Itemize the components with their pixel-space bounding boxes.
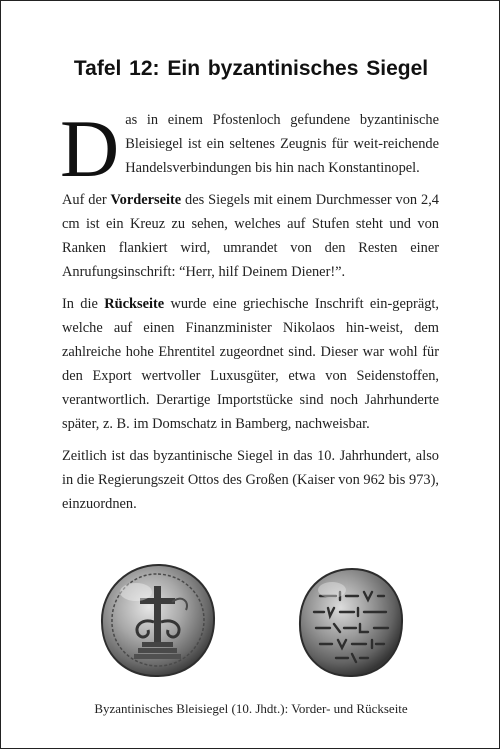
page-title: Tafel 12: Ein byzantinisches Siegel bbox=[73, 57, 429, 80]
paragraph-reverse-text: wurde eine griechische Inschrift ein-geprägt, welche auf einen Finanzminister Nikolaos hin-weist, dem zahlreiche hohe Ehrentitel zugeordnet sind. Dieser war wohl für den Export wertvoller Luxusgüter, etwa von Seidenstoffen, verantwortlich. Derartige Importstücke sind noch Jahrhunderte später, z. B. im Domschatz in Bamberg, nachweisbar. bbox=[62, 296, 439, 432]
paragraph-obverse bbox=[62, 188, 439, 284]
image-caption: Byzantinisches Bleisiegel (10. Jhdt.): Vorder- und Rückseite bbox=[94, 701, 408, 716]
paragraph-obverse-text: des Siegels mit einem Durchmesser von 2,4 cm ist ein Kreuz zu sehen, welches auf Stufen steht und von Ranken flankiert wird, umrandet von den Resten einer Anrufungsinschrift: “Herr, hilf Deinem Diener!”. bbox=[62, 192, 439, 280]
coin-reverse-svg bbox=[296, 566, 406, 680]
paragraph-dating bbox=[62, 444, 439, 516]
paragraph-reverse bbox=[62, 292, 439, 436]
keyword-vorderseite: Vorderseite bbox=[110, 192, 182, 208]
coin-images bbox=[62, 548, 439, 700]
paragraph-reverse-lead: In die bbox=[62, 296, 105, 312]
coin-obverse-svg bbox=[98, 562, 218, 680]
drop-cap: D bbox=[60, 103, 120, 194]
paragraph-obverse-lead: Auf der bbox=[62, 192, 111, 208]
keyword-rueckseite: Rückseite bbox=[104, 296, 165, 312]
paragraph-dating-text: Zeitlich ist das byzantinische Siegel in das 10. Jahrhundert, also in die Regierungszeit Ottos des Großen (Kaiser von 962 bis 973), einzuordnen. bbox=[62, 448, 439, 512]
paragraph-intro-text: as in einem Pfostenloch gefundene byzantinische Bleisiegel ist ein seltenes Zeugnis für weit-reichende Handelsverbindungen bis hin nach Konstantinopel. bbox=[125, 112, 439, 176]
article-body bbox=[60, 103, 439, 524]
paragraph-intro bbox=[60, 103, 439, 194]
